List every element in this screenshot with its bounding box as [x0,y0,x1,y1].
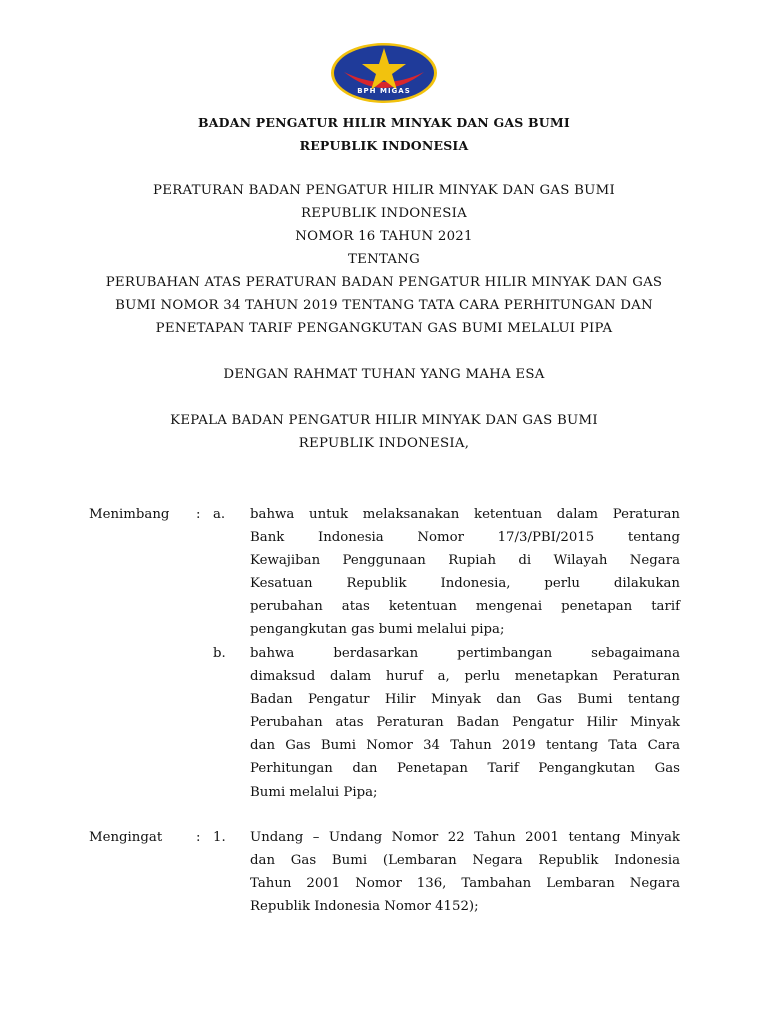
menimbang-item-a-marker: a. [213,507,226,522]
menimbang-item-a [250,503,680,642]
institution-country: REPUBLIK INDONESIA [299,138,469,153]
authority-line-1: KEPALA BADAN PENGATUR HILIR MINYAK DAN GAS BUMI [170,413,598,428]
text-line: Undang – Undang Nomor 22 Tahun 2001 tentang Minyak [250,830,680,845]
text-line: Kesatuan Republik Indonesia, perlu dilakukan [250,576,680,592]
institution-name: BADAN PENGATUR HILIR MINYAK DAN GAS BUMI [198,115,570,130]
text-line: pengangkutan gas bumi melalui pipa; [250,622,505,638]
text-line: Tahun 2001 Nomor 136, Tambahan Lembaran Negara [250,876,680,892]
text-line: Kewajiban Penggunaan Rupiah di Wilayah Negara [250,553,680,569]
menimbang-item-b-marker: b. [213,646,226,661]
text-line: Badan Pengatur Hilir Minyak dan Gas Bumi tentang [250,692,680,708]
text-line: Perhitungan dan Penetapan Tarif Pengangkutan Gas [250,761,680,777]
authority-line-2: REPUBLIK INDONESIA, [298,436,470,451]
text-line: Republik Indonesia Nomor 4152); [250,899,479,915]
text-line: bahwa berdasarkan pertimbangan sebagaimana [250,646,680,661]
mengingat-item-1-marker: 1. [213,830,226,845]
text-line: dan Gas Bumi (Lembaran Negara Republik Indonesia [250,853,680,869]
mengingat-label: Mengingat [89,830,163,845]
regulation-tentang: TENTANG [348,252,420,267]
text-line: bahwa untuk melaksanakan ketentuan dalam Peraturan [250,507,680,522]
menimbang-item-b [250,642,680,804]
regulation-number: NOMOR 16 TAHUN 2021 [295,229,473,244]
text-line: dan Gas Bumi Nomor 34 Tahun 2019 tentang Tata Cara [250,738,680,754]
text-line: Bumi melalui Pipa; [250,784,378,800]
regulation-subject-line-1: PERUBAHAN ATAS PERATURAN BADAN PENGATUR HILIR MINYAK DAN GAS [105,275,663,290]
mengingat-colon: : [196,830,201,845]
text-line: dimaksud dalam huruf a, perlu menetapkan Peraturan [250,669,680,685]
opening-phrase: DENGAN RAHMAT TUHAN YANG MAHA ESA [223,367,545,382]
text-line: Perubahan atas Peraturan Badan Pengatur Hilir Minyak [250,715,680,731]
menimbang-label: Menimbang [89,507,170,522]
regulation-title-line-1: PERATURAN BADAN PENGATUR HILIR MINYAK DAN GAS BUMI [153,183,615,198]
regulation-subject-line-3: PENETAPAN TARIF PENGANGKUTAN GAS BUMI MELALUI PIPA [155,321,613,336]
logo-text: BPH MIGAS [357,87,411,95]
bph-migas-logo [330,42,438,104]
text-line: perubahan atas ketentuan mengenai penetapan tarif [250,599,680,615]
regulation-title-line-2: REPUBLIK INDONESIA [301,206,467,221]
mengingat-item-1 [250,826,680,918]
menimbang-colon: : [196,507,201,522]
text-line: Bank Indonesia Nomor 17/3/PBI/2015 tentang [250,530,680,546]
regulation-subject-line-2: BUMI NOMOR 34 TAHUN 2019 TENTANG TATA CARA PERHITUNGAN DAN [115,298,653,313]
